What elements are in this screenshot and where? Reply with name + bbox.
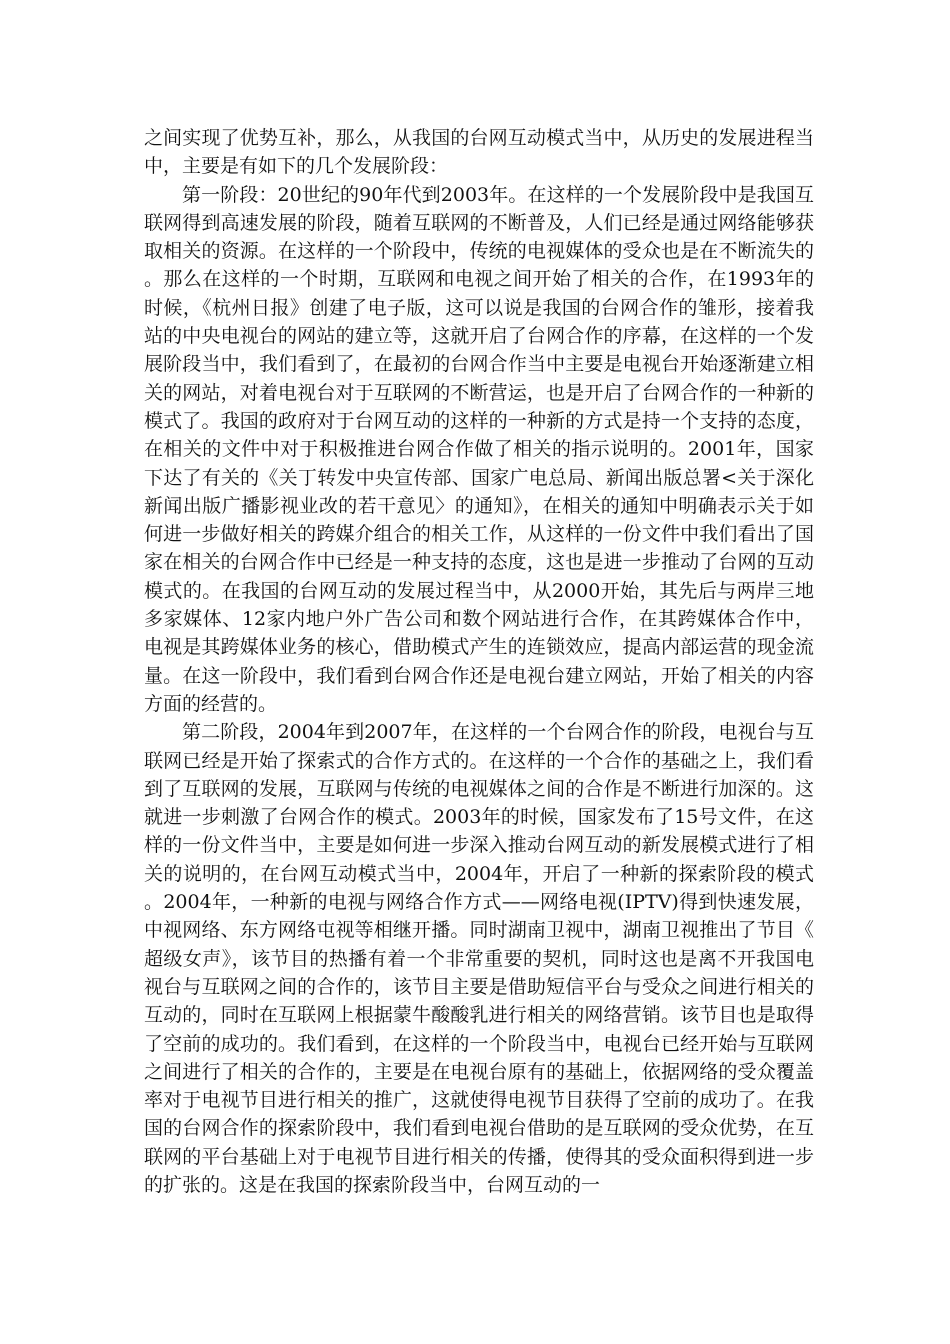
paragraph-stage-one: 第一阶段：20世纪的90年代到2003年。在这样的一个发展阶段中是我国互联网得到高速发展的阶段，随着互联网的不断普及，人们已经是通过网络能够获取相关的资源。在这样的一个阶段中，传统的电视媒体的受众也是在不断流失的。那么在这样的一个时期，互联网和电视之间开始了相关的合作，在1993年的时候，《杭州日报》创建了电子版，这可以说是我国的台网合作的雏形，接着我站的中央电视台的网站的建立等，这就开启了台网合作的序幕，在这样的一个发展阶段当中，我们看到了，在最初的台网合作当中主要是电视台开始逐渐建立相关的网站，对着电视台对于互联网的不断营运，也是开启了台网合作的一种新的模式了。我国的政府对于台网互动的这样的一种新的方式是持一个支持的态度，在相关的文件中对于积极推进台网合作做了相关的指示说明的。2001年，国家下达了有关的《关丁转发中央宣传部、国家广电总局、新闻出版总署<关于深化新闻出版广播影视业改的若干意见〉的通知》，在相关的通知中明确表示关于如何进一步做好相关的跨媒介组合的相关工作，从这样的一份文件中我们看出了国家在相关的台网合作中已经是一种支持的态度，这也是进一步推动了台网的互动模式的。在我国的台网互动的发展过程当中，从2000开始，其先后与两岸三地多家媒体、12家内地户外广告公司和数个网站进行合作，在其跨媒体合作中，电视是其跨媒体业务的核心，借助模式产生的连锁效应，提高内部运营的现金流量。在这一阶段中，我们看到台网合作还是电视台建立网站，开始了相关的内容方面的经营的。 — [144, 183, 814, 715]
document-body — [144, 124, 814, 1199]
paragraph-stage-two: 第二阶段，2004年到2007年，在这样的一个台网合作的阶段，电视台与互联网已经是开始了探索式的合作方式的。在这样的一个合作的基础之上，我们看到了互联网的发展，互联网与传统的电视媒体之间的合作是不断进行加深的。这就进一步刺激了台网合作的模式。2003年的时候，国家发布了15号文件，在这样的一份文件当中，主要是如何进一步深入推动台网互动的新发展模式进行了相关的说明的，在台网互动模式当中，2004年，开启了一种新的探索阶段的模式。2004年，一种新的电视与网络合作方式——网络电视(IPTV)得到快速发展，中视网络、东方网络屯视等相继开播。同时湖南卫视中，湖南卫视推出了节目《超级女声》，该节目的热播有着一个非常重要的契机，同时这也是离不开我国电视台与互联网之间的合作的，该节目主要是借助短信平台与受众之间进行相关的互动的，同时在互联网上根据蒙牛酸酸乳进行相关的网络营销。该节目也是取得了空前的成功的。我们看到，在这样的一个阶段当中，电视台已经开始与互联网之间进行了相关的合作的，主要是在电视台原有的基础上，依据网络的受众覆盖率对于电视节目进行相关的推广，这就使得电视节目获得了空前的成功了。在我国的台网合作的探索阶段中，我们看到电视台借助的是互联网的受众优势，在互联网的平台基础上对于电视节目进行相关的传播，使得其的受众面积得到进一步的扩张的。这是在我国的探索阶段当中，台网互动的一 — [144, 721, 814, 1196]
paragraph-continuation: 之间实现了优势互补，那么，从我国的台网互动模式当中，从历史的发展进程当中，主要是有如下的几个发展阶段： — [144, 127, 814, 178]
